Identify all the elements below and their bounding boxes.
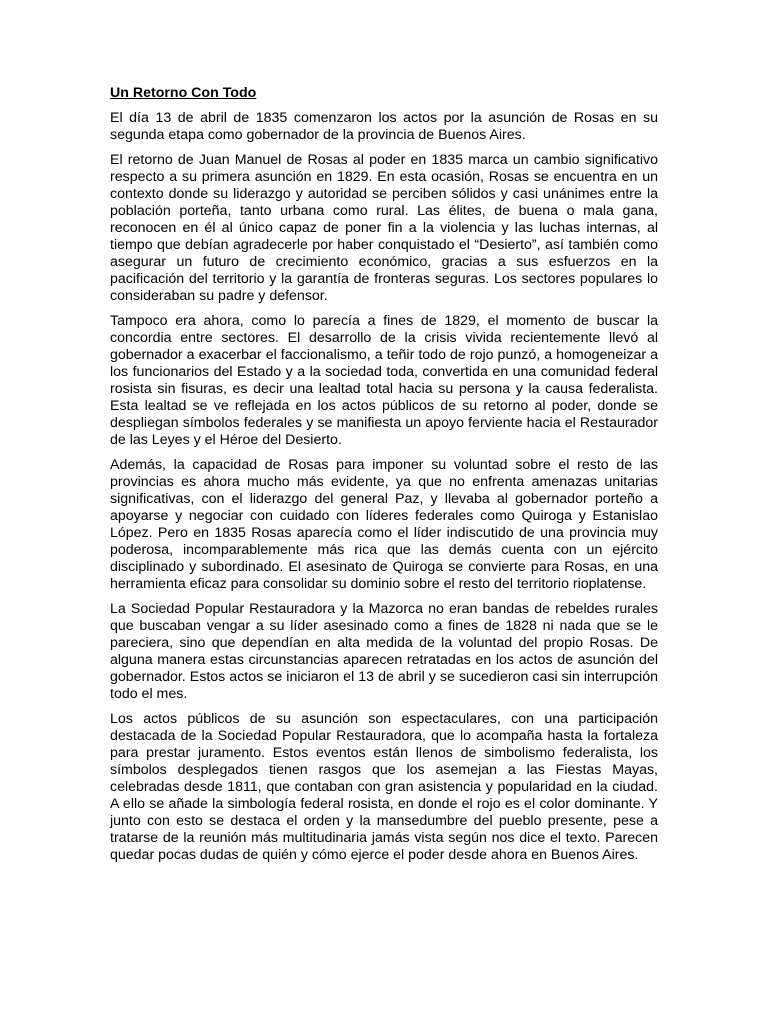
paragraph-4: Además, la capacidad de Rosas para imponer su voluntad sobre el resto de las provincias es ahora mucho más evidente, ya que no enfrenta amenazas unitarias significativas, con el liderazgo del general Paz, y llevaba al gobernador porteño a apoyarse y negociar con cuidado con líderes federales como Quiroga y Estanislao López. Pero en 1835 Rosas aparecía como el líder indiscutido de una provincia muy poderosa, incomparablemente más rica que las demás cuenta con un ejército disciplinado y subordinado. El asesinato de Quiroga se convierte para Rosas, en una herramienta eficaz para consolidar su dominio sobre el resto del territorio rioplatense. [110,457,658,592]
paragraph-3: Tampoco era ahora, como lo parecía a fines de 1829, el momento de buscar la concordia entre sectores. El desarrollo de la crisis vivida recientemente llevó al gobernador a exacerbar el faccionalismo, a teñir todo de rojo punzó, a homogeneizar a los funcionarios del Estado y a la sociedad toda, convertida en una comunidad federal rosista sin fisuras, es decir una lealtad total hacia su persona y la causa federalista. Esta lealtad se ve reflejada en los actos públicos de su retorno al poder, donde se despliegan símbolos federales y se manifiesta un apoyo ferviente hacia el Restaurador de las Leyes y el Héroe del Desierto. [110,313,658,448]
paragraph-5: La Sociedad Popular Restauradora y la Mazorca no eran bandas de rebeldes rurales que buscaban vengar a su líder asesinado como a fines de 1828 ni nada que se le pareciera, sino que dependían en alta medida de la voluntad del propio Rosas. De alguna manera estas circunstancias aparecen retratadas en los actos de asunción del gobernador. Estos actos se iniciaron el 13 de abril y se sucedieron casi sin interrupción todo el mes. [110,601,658,702]
paragraph-2: El retorno de Juan Manuel de Rosas al poder en 1835 marca un cambio significativo respecto a su primera asunción en 1829. En esta ocasión, Rosas se encuentra en un contexto donde su liderazgo y autoridad se perciben sólidos y casi unánimes entre la población porteña, tanto urbana como rural. Las élites, de buena o mala gana, reconocen en él al único capaz de poner fin a la violencia y las luchas internas, al tiempo que debían agradecerle por haber conquistado el “Desierto”, así también como asegurar un futuro de crecimiento económico, gracias a sus esfuerzos en la pacificación del territorio y la garantía de fronteras seguras. Los sectores populares lo consideraban su padre y defensor. [110,152,658,304]
paragraph-6: Los actos públicos de su asunción son espectaculares, con una participación destacada de la Sociedad Popular Restauradora, que lo acompaña hasta la fortaleza para prestar juramento. Estos eventos están llenos de simbolismo federalista, los símbolos desplegados tienen rasgos que los asemejan a las Fiestas Mayas, celebradas desde 1811, que contaban con gran asistencia y popularidad en la ciudad. A ello se añade la simbología federal rosista, en donde el rojo es el color dominante. Y junto con esto se destaca el orden y la mansedumbre del pueblo presente, pese a tratarse de la reunión más multitudinaria jamás vista según nos dice el texto. Parecen quedar pocas dudas de quién y cómo ejerce el poder desde ahora en Buenos Aires. [110,711,658,863]
paragraph-1: El día 13 de abril de 1835 comenzaron los actos por la asunción de Rosas en su segunda etapa como gobernador de la provincia de Buenos Aires. [110,110,658,143]
document-title: Un Retorno Con Todo [110,85,257,101]
document-page [110,85,658,872]
